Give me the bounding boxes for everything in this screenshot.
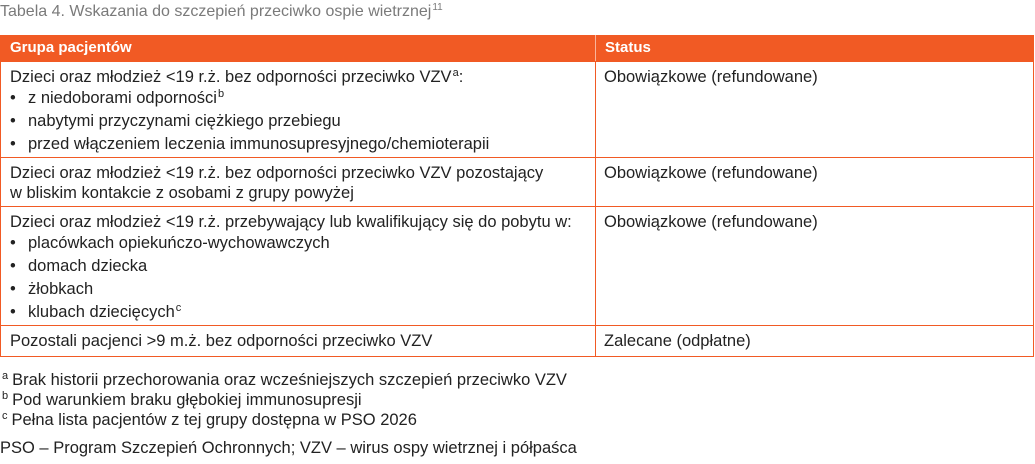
list-item [10, 278, 589, 301]
bullet-icon [10, 87, 16, 110]
status-cell: Obowiązkowe (refundowane) [604, 213, 818, 231]
bullet-icon [10, 232, 16, 255]
bullet-icon [10, 301, 16, 324]
footnote [0, 370, 567, 390]
list-item-text: żłobkach [28, 280, 94, 298]
list-item-text: z niedoborami odporności [28, 89, 217, 107]
intro-text: Dzieci oraz młodzież <19 r.ż. bez odporności przeciwko VZV [10, 68, 452, 86]
list-item [10, 232, 589, 255]
column-header-status: Status [605, 39, 651, 56]
footnote [0, 390, 567, 410]
footnote-mark: c [2, 410, 8, 422]
bullet-icon [10, 255, 16, 278]
group-text-line: Dzieci oraz młodzież <19 r.ż. bez odporności przeciwko VZV pozostający [10, 164, 544, 182]
status-cell: Obowiązkowe (refundowane) [604, 68, 818, 86]
group-text-line: w bliskim kontakcie z osobami z grupy powyżej [10, 184, 354, 202]
list-item-text: klubach dziecięcych [28, 303, 175, 321]
footnote-ref: c [175, 302, 182, 314]
vaccination-indications-table [0, 35, 1034, 357]
bullet-icon [10, 278, 16, 301]
intro-text: Dzieci oraz młodzież <19 r.ż. przebywający lub kwalifikujący się do pobytu w: [10, 213, 572, 231]
list-item-text: nabytymi przyczynami ciężkiego przebiegu [28, 112, 341, 130]
bullet-icon [10, 110, 16, 133]
list-item-text: placówkach opiekuńczo-wychowawczych [28, 234, 330, 252]
patient-group-cell [1, 62, 596, 157]
footnote-text: Pełna lista pacjentów z tej grupy dostępna w PSO 2026 [11, 411, 417, 429]
footnote-ref: a [452, 67, 459, 79]
footnote [0, 410, 567, 430]
footnote-mark: a [2, 370, 9, 382]
list-item-text: przed włączeniem leczenia immunosupresyjnego/chemioterapii [28, 135, 490, 153]
patient-group-cell [1, 207, 596, 325]
group-intro [10, 67, 589, 87]
footnote-ref: b [217, 88, 225, 100]
column-header-group: Grupa pacjentów [1, 35, 596, 61]
list-item [10, 133, 589, 156]
intro-tail: : [458, 68, 464, 86]
bullet-icon [10, 133, 16, 156]
table-header-row [1, 35, 1033, 61]
status-cell: Zalecane (odpłatne) [604, 332, 751, 350]
table-caption [0, 0, 443, 24]
table-row [1, 325, 1033, 356]
footnote-text: Pod warunkiem braku głębokiej immunosupresji [12, 391, 362, 409]
table-row [1, 61, 1033, 157]
footnote-mark: b [2, 390, 9, 402]
list-item [10, 301, 589, 324]
list-item-text: domach dziecka [28, 257, 148, 275]
abbreviations-note: PSO – Program Szczepień Ochronnych; VZV – wirus ospy wietrznej i półpaśca [0, 439, 577, 457]
bullet-list [10, 232, 589, 324]
table-row [1, 157, 1033, 206]
list-item [10, 110, 589, 133]
footnotes [0, 370, 567, 430]
list-item [10, 255, 589, 278]
patient-group-cell [1, 326, 596, 356]
list-item [10, 87, 589, 110]
table-row [1, 206, 1033, 325]
patient-group-cell [1, 158, 596, 206]
status-cell: Obowiązkowe (refundowane) [604, 164, 818, 182]
group-intro [10, 212, 589, 232]
bullet-list [10, 87, 589, 156]
caption-reference: 11 [432, 2, 443, 13]
group-text-line: Pozostali pacjenci >9 m.ż. bez odporności przeciwko VZV [10, 332, 433, 350]
caption-text: Tabela 4. Wskazania do szczepień przeciwko ospie wietrznej [0, 3, 432, 20]
footnote-text: Brak historii przechorowania oraz wcześniejszych szczepień przeciwko VZV [12, 371, 567, 389]
